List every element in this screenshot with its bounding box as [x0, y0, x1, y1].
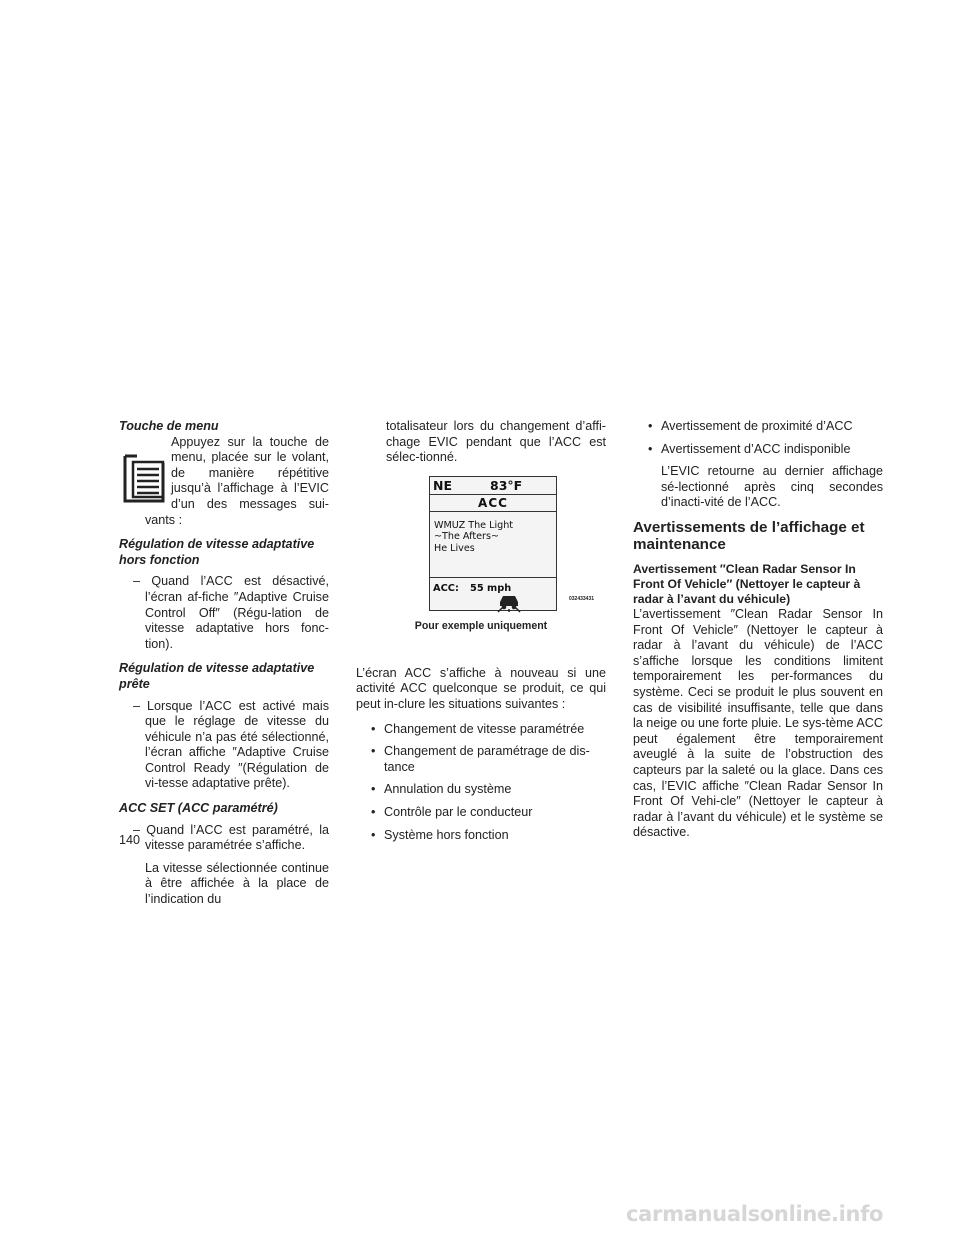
list-item: • Système hors fonction [371, 827, 509, 842]
evic-figure [356, 476, 606, 666]
watermark: carmanualsonline.info [626, 1202, 884, 1226]
evic-header-row [430, 477, 556, 495]
acc-redisplay-intro: L’écran ACC s’affiche à nouveau si une activité ACC quelconque se produit, ce qui peut in-clure les situations suivantes : [356, 665, 606, 711]
acc-ready-heading: Régulation de vitesse adaptative prête [119, 661, 315, 691]
list-item: • Contrôle par le conducteur [371, 804, 533, 819]
continued-text: totalisateur lors du changement d’affi-chage EVIC pendant que l’ACC est sélec-tionné. [386, 419, 606, 465]
song-line-2: ~The Afters~ [434, 531, 500, 543]
evic-mode: ACC [430, 495, 556, 512]
section-heading: Avertissements de l’affichage et maintenance [633, 518, 865, 553]
acc-label: ACC: [433, 582, 459, 594]
evic-screen [429, 476, 557, 611]
menu-button-icon [121, 453, 171, 507]
menu-text: Appuyez sur la touche de menu, placée sur le volant, de manière répétitive jusqu’à l’affichage à l’EVIC d’un des messages sui-vants : [145, 434, 329, 527]
acc-ready-text: – Lorsque l’ACC est activé mais que le réglage de vitesse du véhicule n’a pas été sélectionné, l’écran affiche ″Adaptive Cruise Control Ready ″(Régulation de vi-tesse adaptative prête). [133, 698, 329, 791]
right-column [633, 419, 883, 841]
vehicle-ahead-icon [494, 593, 524, 619]
acc-status-row [430, 578, 556, 616]
acc-speed: 55 mph [470, 582, 512, 594]
compass-heading: NE [433, 477, 453, 493]
song-line-1: WMUZ The Light [434, 519, 514, 531]
list-item: • Avertissement d’ACC indisponible [648, 441, 851, 456]
activity-list [356, 722, 606, 844]
left-column [119, 419, 329, 908]
evic-return-text: L’EVIC retourne au dernier affichage sé-lectionné après cinq secondes d’inacti-vité de l’ACC. [661, 464, 883, 510]
acc-set-text: – Quand l’ACC est paramétré, la vitesse paramétrée s’affiche. [133, 822, 329, 853]
warning-list [633, 419, 883, 457]
temperature: 83°F [490, 477, 523, 493]
menu-heading: Touche de menu [119, 419, 219, 433]
list-item: • Annulation du système [371, 782, 512, 797]
figure-caption: Pour exemple uniquement [414, 619, 548, 632]
song-line-3: He Lives [434, 542, 475, 554]
radio-info [430, 512, 556, 578]
page-number: 140 [119, 833, 141, 847]
list-item: • Changement de paramétrage de dis-tance [371, 744, 590, 774]
acc-set-heading: ACC SET (ACC paramétré) [119, 801, 278, 816]
list-item: • Changement de vitesse paramétrée [371, 721, 585, 736]
acc-set-text-2: La vitesse sélectionnée continue à être affichée à la place de l’indication du [145, 860, 329, 907]
acc-off-text: – Quand l’ACC est désactivé, l’écran af-fiche ″Adaptive Cruise Control Off″ (Régu-lation de vitesse adaptative hors fonc-tion). [133, 574, 329, 651]
figure-code: 032433431 [569, 595, 595, 602]
radar-warning-body: L’avertissement ″Clean Radar Sensor In Front Of Vehicle″ (Nettoyer le capteur à radar à l’avant du véhicule) de l’ACC s’affiche lorsque les conditions limitent temporairement les per-formances du système. Ceci se produit le plus souvent en cas de visibilité insuffisante, telle que dans la neige ou une forte pluie. Le sys-tème ACC peut également être temporairement aveuglé à la suite de l’obstruction des capteurs par la saleté ou la glace. Dans ces cas, l’EVIC affiche ″Clean Radar Sensor In Front Of Vehi-cle″ (Nettoyer le capteur à radar à l’avant du véhicule) et le système se désactive. [633, 606, 883, 840]
list-item: • Avertissement de proximité d’ACC [648, 419, 853, 433]
radar-warning-heading: Avertissement ″Clean Radar Sensor In Front Of Vehicle″ (Nettoyer le capteur à radar à l’avant du véhicule) [633, 561, 861, 606]
middle-column [356, 419, 606, 850]
acc-off-heading: Régulation de vitesse adaptative hors fonction [119, 537, 315, 567]
